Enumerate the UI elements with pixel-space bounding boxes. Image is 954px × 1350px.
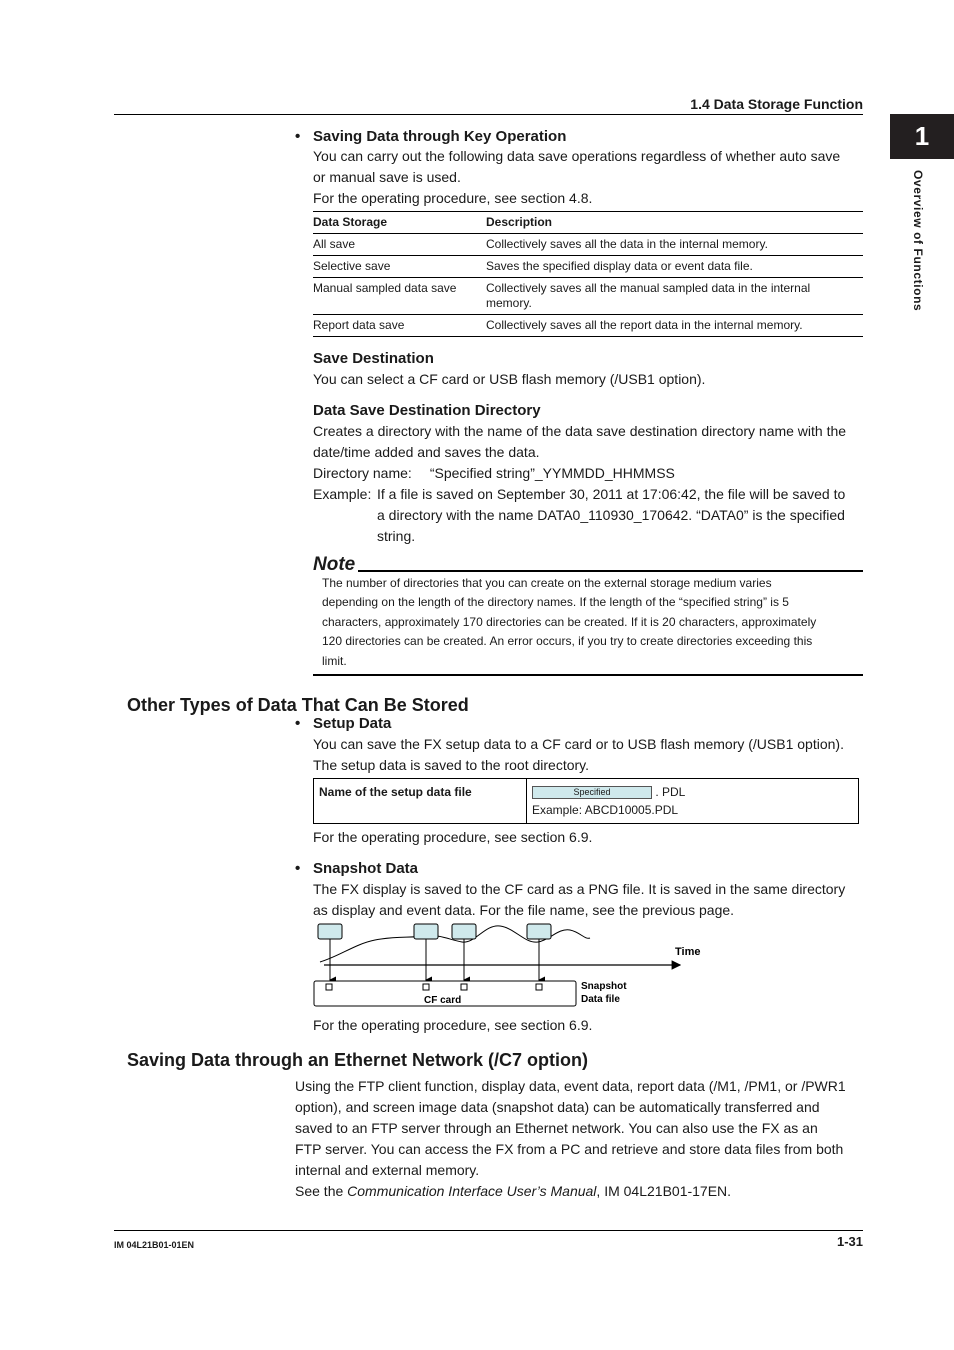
snapshot-data-body: The FX display is saved to the CF card as a PNG file. It is saved in the same directory as display and event data. For the file name, see the previous page. — [313, 881, 846, 918]
col-header-storage: Data Storage — [313, 215, 388, 229]
note-top-rule — [358, 570, 863, 572]
setup-file-format: Specified . PDL Example: ABCD10005.PDL — [527, 779, 859, 824]
snapshot-procedure: For the operating procedure, see section 6.9. — [313, 1017, 593, 1033]
setup-data-body: You can save the FX setup data to a CF card or to USB flash memory (/USB1 option). The setup data is saved to the root directory. — [313, 736, 844, 773]
table-row — [313, 256, 863, 278]
document-id: IM 04L21B01-01EN — [114, 1240, 195, 1250]
setup-file-label: Name of the setup data file — [314, 779, 527, 824]
cell-description: Collectively saves all the data in the internal memory. — [486, 237, 768, 251]
table-row — [313, 315, 863, 337]
save-destination-text: You can select a CF card or USB flash memory (/USB1 option). — [313, 371, 706, 387]
setup-procedure: For the operating procedure, see section 6.9. — [313, 829, 593, 845]
cell-storage: Manual sampled data save — [313, 281, 457, 295]
ethernet-body: Using the FTP client function, display data, event data, report data (/M1, /PM1, or /PWR1 option), and screen image data (snapshot data) can be automatically transferred and saved to an FTP server through an Ethernet network. You can also use the FX as an FTP server. You can access the FX from a PC and retrieve and store data files from both internal and external memory. See the Communication Interface User’s Manual, IM 04L21B01-17EN. — [295, 1076, 870, 1202]
destination-directory-body: Creates a directory with the name of the data save destination directory name with the date/time added and saves the data. Directory name: “Specified string”_YYMMDD_HHMMSS Example: If a file is saved on September 30, 2011 at 17:06:42, the file will be saved to a directory with the name DATA0_110930_170642. “DATA0” is the specified string. — [313, 423, 847, 544]
cell-description: Collectively saves all the manual sampled data in the internal memory. — [486, 281, 811, 310]
section-header: 1.4 Data Storage Function — [690, 96, 863, 112]
key-operation-heading: • Saving Data through Key Operation — [295, 128, 567, 145]
screen-icon — [527, 924, 551, 939]
snapshot-data-heading: • Snapshot Data — [295, 860, 419, 877]
time-label: Time — [675, 946, 701, 958]
note-text: The number of directories that you can create on the external storage medium varies depending on the length of the directory names. If the length of the “specified string” is 5 characters, approximately 170 directories can be created. If it is 20 characters, approximately 120 directories can be created. An error occurs, if you try to create directories exceeding this limit. — [322, 576, 817, 668]
file-icon — [423, 984, 429, 990]
destination-directory-heading: Data Save Destination Directory — [313, 402, 541, 419]
manual-title: Communication Interface User’s Manual — [347, 1183, 597, 1199]
key-operation-body: You can carry out the following data save operations regardless of whether auto save or manual save is used. For the operating procedure, see section 4.8. — [313, 148, 841, 206]
cell-storage: Report data save — [313, 318, 405, 332]
setup-data-heading: • Setup Data — [295, 715, 392, 732]
save-destination-heading: Save Destination — [313, 350, 434, 367]
cf-card-label: CF card — [424, 995, 462, 1006]
cell-storage: All save — [313, 237, 356, 251]
setup-file-table — [313, 778, 859, 824]
cell-description: Saves the specified display data or event data file. — [486, 259, 753, 273]
screen-icon — [414, 924, 438, 939]
ethernet-heading: Saving Data through an Ethernet Network (/C7 option) — [127, 1050, 589, 1070]
file-icon — [536, 984, 542, 990]
cell-description: Collectively saves all the report data in the internal memory. — [486, 318, 803, 332]
table-row — [313, 278, 863, 315]
footer-rule — [114, 1230, 863, 1231]
data-storage-table — [313, 211, 863, 337]
note-bottom-rule — [313, 674, 863, 676]
cell-storage: Selective save — [313, 259, 391, 273]
header-rule — [114, 114, 863, 115]
chapter-title — [903, 170, 927, 330]
snapshot-file-label-2: Data file — [581, 994, 620, 1005]
other-types-heading: Other Types of Data That Can Be Stored — [127, 695, 469, 715]
snapshot-diagram — [300, 918, 720, 1013]
snapshot-file-label-1: Snapshot — [581, 981, 627, 992]
chapter-title-text: Overview of Functions — [911, 170, 925, 312]
file-icon — [461, 984, 467, 990]
see-manual-line: See the Communication Interface User’s Manual, IM 04L21B01-17EN. — [295, 1183, 732, 1199]
table-row — [313, 234, 863, 256]
screen-icon — [318, 924, 342, 939]
table-header-row — [313, 212, 863, 234]
file-icon — [326, 984, 332, 990]
page-number: 1-31 — [836, 1234, 863, 1249]
specified-string-box: Specified — [532, 786, 652, 799]
chapter-tab: 1 — [890, 114, 954, 159]
setup-file-example: Example: ABCD10005.PDL — [532, 803, 679, 817]
screen-icon — [452, 924, 476, 939]
col-header-description: Description — [486, 215, 553, 229]
note-title: Note — [313, 554, 356, 575]
